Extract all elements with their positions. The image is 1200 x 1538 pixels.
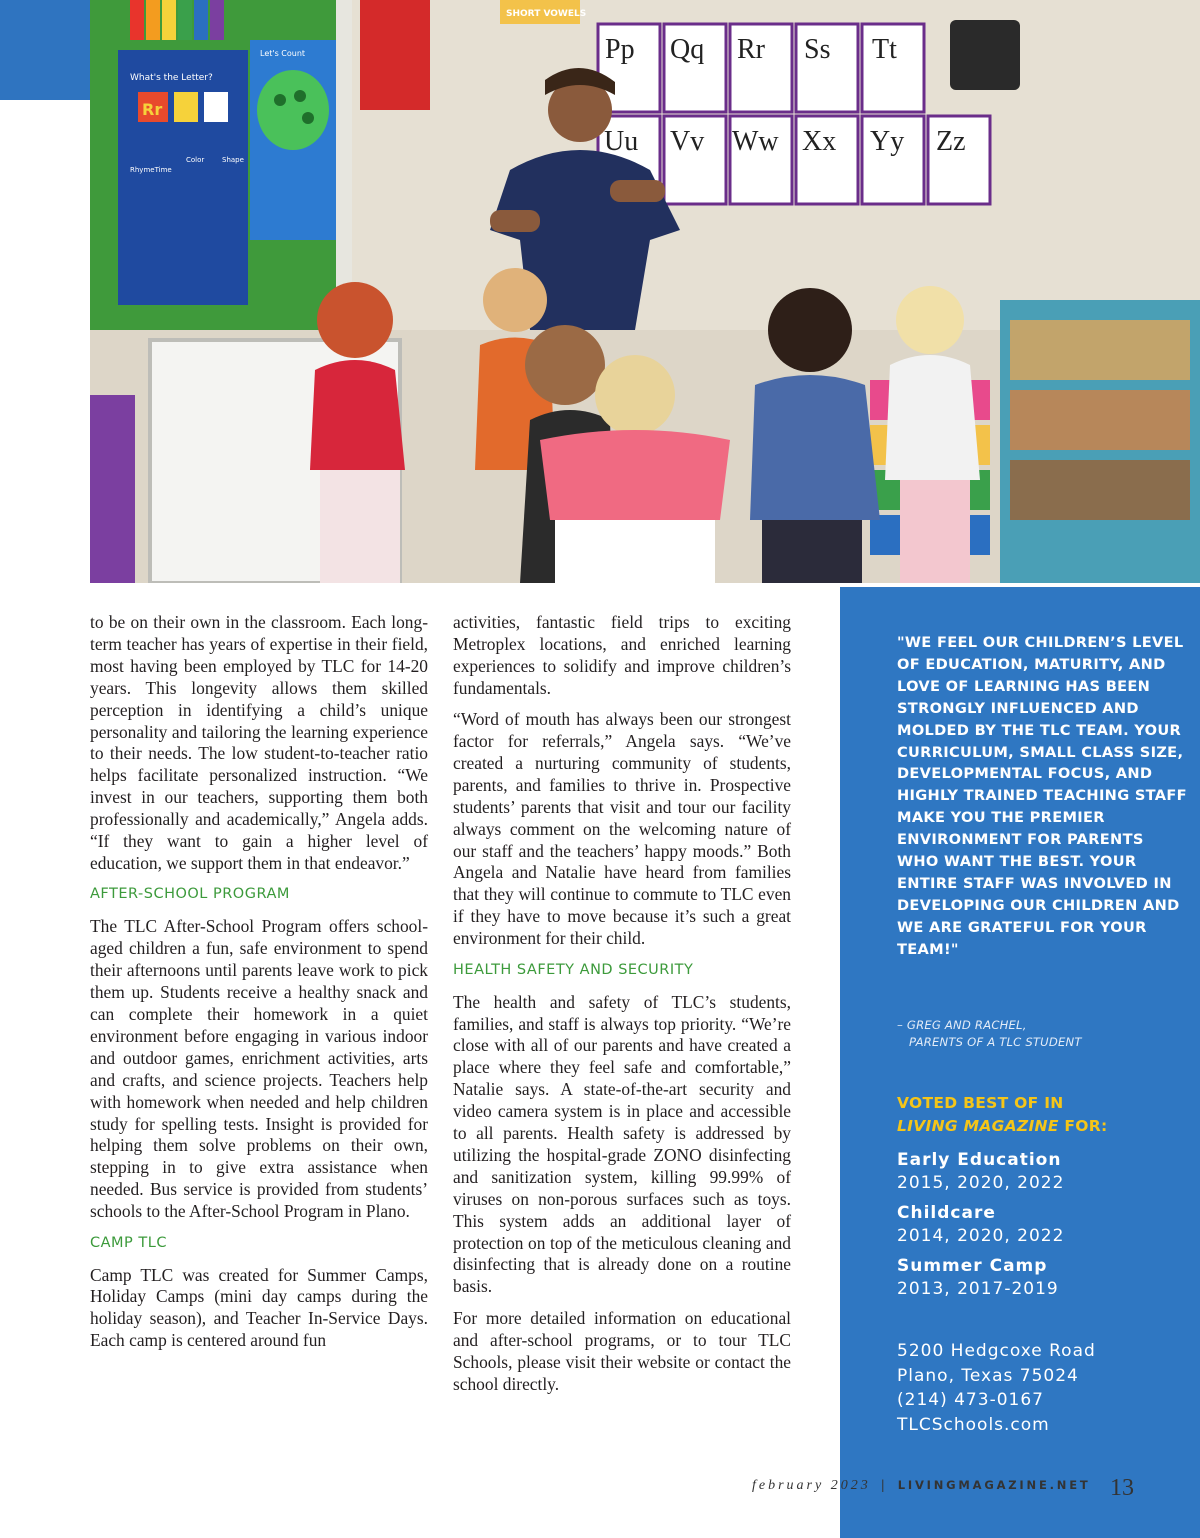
poster-title: What's the Letter?: [130, 73, 213, 83]
magazine-website[interactable]: LIVINGMAGAZINE.NET: [897, 1478, 1091, 1492]
footer-separator: |: [880, 1478, 888, 1492]
alphabet-card-u: Uu: [604, 126, 639, 157]
article-paragraph: For more detailed information on educational and after-school programs, or to tour TLC Schools, please visit their website or contact the school directly.: [453, 1307, 791, 1394]
testimonial-sidebar: [840, 587, 1200, 1538]
award-category: Summer Camp: [897, 1256, 1048, 1276]
alphabet-card-y: Yy: [870, 126, 905, 157]
alphabet-card-z: Zz: [936, 126, 966, 157]
award-years: 2014, 2020, 2022: [897, 1226, 1065, 1246]
counting-title: Let's Count: [260, 49, 306, 58]
article-paragraph: to be on their own in the classroom. Each long-term teacher has years of expertise in their field, most having been employed by TLC for 14-20 years. This longevity allows them skilled perception in identifying a child’s unique personality and tailoring the learning experience to their needs. The low student-to-teacher ratio helps facilitate personalized instruction. “We invest in our teachers, supporting them both professionally and academically,” Angela adds. “If they want to gain a higher level of education, we support them in that endeavor.”: [90, 612, 428, 873]
article-paragraph: Camp TLC was created for Summer Camps, Holiday Camps (mini day camps during the holiday season), and Teacher In-Service Days. Each camp is centered around fun: [90, 1264, 428, 1351]
phone-number[interactable]: (214) 473-0167: [897, 1390, 1044, 1411]
award-item: [897, 1202, 1064, 1248]
poster-label-color: Color: [186, 156, 205, 164]
testimonial-attribution: [897, 1017, 1082, 1051]
alphabet-card-p: Pp: [605, 34, 635, 65]
website-link[interactable]: TLCSchools.com: [897, 1414, 1050, 1435]
section-heading-health-safety: HEALTH SAFETY AND SECURITY: [453, 961, 694, 978]
alphabet-card-w: Ww: [732, 126, 779, 157]
award-category: Early Education: [897, 1150, 1062, 1170]
award-item: [897, 1149, 1064, 1195]
voted-best-heading: [897, 1092, 1108, 1138]
section-heading-after-school: AFTER-SCHOOL PROGRAM: [90, 886, 290, 903]
classroom-photo: [90, 0, 1200, 583]
award-category: Childcare: [897, 1203, 996, 1223]
awards-list: [897, 1149, 1064, 1308]
testimonial-quote: "WE FEEL OUR CHILDREN’S LEVEL OF EDUCATION, MATURITY, AND LOVE OF LEARNING HAS BEEN STRONGLY INFLUENCED AND MOLDED BY THE TLC TEAM. YOUR CURRICULUM, SMALL CLASS SIZE, DEVELOPMENTAL FOCUS, AND HIGHLY TRAINED TEACHING STAFF MAKE YOU THE PREMIER ENVIRONMENT FOR PARENTS WHO WANT THE BEST. YOUR ENTIRE STAFF WAS INVOLVED IN DEVELOPING OUR CHILDREN AND WE ARE GRATEFUL FOR YOUR TEAM!": [897, 634, 1187, 958]
voted-for: FOR:: [1058, 1117, 1108, 1135]
section-heading-camp-tlc: CAMP TLC: [90, 1234, 167, 1251]
alphabet-card-s: Ss: [804, 34, 831, 65]
contact-block: [897, 1339, 1096, 1437]
corner-accent-block: [0, 0, 92, 100]
address-street: 5200 Hedgcoxe Road: [897, 1341, 1096, 1361]
address-city: Plano, Texas 75024: [897, 1365, 1079, 1386]
poster-letter: Rr: [142, 100, 163, 119]
alphabet-card-r: Rr: [737, 34, 765, 65]
poster-label-rhyme: RhymeTime: [130, 166, 172, 174]
article-paragraph: activities, fantastic field trips to exciting Metroplex locations, and enriched learning experiences to solidify and improve children’s fundamentals.: [453, 612, 791, 698]
article-column-1: [90, 612, 428, 1362]
article-paragraph: The TLC After-School Program offers school-aged children a fun, safe environment to spend their afternoons until parents leave work to pick them up. Students receive a healthy snack and can complete their homework in a quiet environment before engaging in various indoor and outdoor games, enrichment activities, arts and crafts, and science projects. Teachers help with homework when needed and help children study for spelling tests. Insight is provided for helping them solve problems on their own, stepping in to give extra assistance when needed. Bus service is provided from students’ schools to the After-School Program in Plano.: [90, 916, 428, 1222]
attribution-names: – GREG AND RACHEL,: [897, 1018, 1027, 1032]
article-paragraph: The health and safety of TLC’s students, families, and staff is always top priority. “We’re close with all of our parents and have created a place where they feel safe and comfortable,” Natalie says. A state-of-the-art security and video camera system is in place and accessible to all parents. Health safety is addressed by utilizing the hospital-grade ZONO disinfecting and sanitization system, killing 99.99% of viruses on non-porous surfaces such as toys. This system adds an additional layer of protection on top of the meticulous cleaning and disinfecting that is already done on a routine basis.: [453, 991, 791, 1297]
attribution-role: PARENTS OF A TLC STUDENT: [909, 1035, 1082, 1049]
article-paragraph: “Word of mouth has always been our strongest factor for referrals,” Angela says. “We’ve created a nurturing community of students, parents, and families to thrive in. Prospective students’ parents that visit and tour our facility always comment on the welcoming nature of our staff and the teachers’ happy moods.” Both Angela and Natalie have heard from families that they will continue to commute to TLC even if they have to move because it’s such a great environment for their child.: [453, 709, 791, 949]
alphabet-card-q: Qq: [670, 34, 705, 65]
award-item: [897, 1255, 1064, 1301]
article-column-2: [453, 612, 791, 1405]
alphabet-card-x: Xx: [802, 126, 837, 157]
short-vowels-label: SHORT VOWELS: [506, 9, 587, 19]
page-number: 13: [1110, 1475, 1134, 1501]
issue-date: february 2023: [752, 1478, 871, 1493]
award-years: 2015, 2020, 2022: [897, 1173, 1065, 1193]
page-footer: [752, 1478, 1091, 1494]
poster-label-shape: Shape: [222, 156, 244, 164]
alphabet-card-v: Vv: [670, 126, 705, 157]
voted-line: VOTED BEST OF IN: [897, 1094, 1064, 1112]
alphabet-card-t: Tt: [872, 34, 897, 65]
award-years: 2013, 2017-2019: [897, 1279, 1059, 1299]
voted-magazine-name: LIVING MAGAZINE: [897, 1117, 1059, 1135]
